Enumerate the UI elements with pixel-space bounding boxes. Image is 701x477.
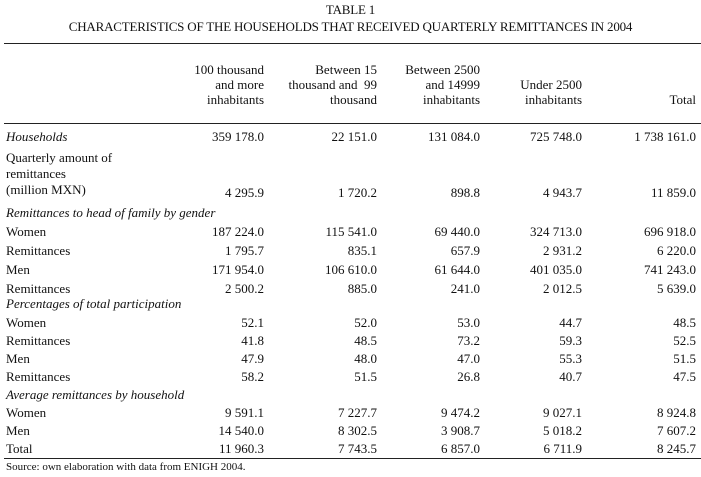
row-label: Remittances	[6, 243, 71, 258]
row-label: Households	[6, 129, 68, 144]
cell: 106 610.0	[325, 262, 377, 277]
cell: 53.0	[457, 315, 480, 330]
row-label: Remittances	[6, 333, 71, 348]
cell: 171 954.0	[212, 262, 264, 277]
table-row	[0, 368, 701, 386]
row-label: Men	[6, 423, 30, 438]
column-header-line: thousand	[330, 92, 377, 107]
cell: 41.8	[241, 333, 264, 348]
cell: 48.5	[673, 315, 696, 330]
table-row	[0, 242, 701, 260]
cell: 55.3	[559, 351, 582, 366]
column-header-line: and more	[215, 77, 264, 92]
cell: 9 591.1	[225, 405, 264, 420]
cell: 69 440.0	[434, 224, 480, 239]
cell: 61 644.0	[434, 262, 480, 277]
table-row	[0, 314, 701, 332]
cell: 7 607.2	[657, 423, 696, 438]
cell: 51.5	[354, 369, 377, 384]
column-header-100k-plus	[150, 62, 264, 107]
cell: 58.2	[241, 369, 264, 384]
section-title: Percentages of total participation	[6, 296, 182, 311]
cell: 1 795.7	[225, 243, 264, 258]
row-label: Women	[6, 315, 47, 330]
cell: 241.0	[450, 281, 480, 296]
header-rule	[4, 123, 701, 124]
section-title: Average remittances by household	[6, 387, 185, 402]
row-label: Men	[6, 262, 30, 277]
row-label-line: remittances	[6, 166, 66, 181]
cell: 40.7	[559, 369, 582, 384]
cell: 48.0	[354, 351, 377, 366]
cell: 187 224.0	[212, 224, 264, 239]
cell: 59.3	[559, 333, 582, 348]
cell: 47.0	[457, 351, 480, 366]
table-row	[0, 422, 701, 440]
cell: 7 743.5	[338, 441, 377, 456]
cell: 4 295.9	[225, 185, 264, 200]
cell: 696 918.0	[644, 224, 696, 239]
cell: 14 540.0	[218, 423, 264, 438]
cell: 47.9	[241, 351, 264, 366]
cell: 359 178.0	[212, 129, 264, 144]
table-row-households	[0, 128, 701, 146]
table-number: TABLE 1	[325, 2, 376, 17]
column-header-line: inhabitants	[206, 92, 264, 107]
cell: 131 084.0	[428, 129, 480, 144]
table-row	[0, 261, 701, 279]
source-note: Source: own elaboration with data from ENIGH 2004.	[6, 461, 246, 473]
column-header-line: inhabitants	[422, 92, 480, 107]
cell: 8 245.7	[657, 441, 696, 456]
table-row	[0, 223, 701, 241]
cell: 324 713.0	[530, 224, 582, 239]
column-header-under-2500	[480, 77, 582, 107]
cell: 2 931.2	[543, 243, 582, 258]
column-header-line: 100 thousand	[194, 62, 264, 77]
table-row	[0, 440, 701, 458]
cell: 52.0	[354, 315, 377, 330]
table-row	[0, 332, 701, 350]
row-label: Men	[6, 351, 30, 366]
cell: 9 474.2	[441, 405, 480, 420]
column-header-15k-99k	[264, 62, 377, 107]
section-heading-percentages	[0, 295, 701, 313]
cell: 6 220.0	[657, 243, 696, 258]
cell: 3 908.7	[441, 423, 480, 438]
cell: 48.5	[354, 333, 377, 348]
cell: 725 748.0	[530, 129, 582, 144]
section-heading-by-gender	[0, 204, 701, 222]
column-header-line: inhabitants	[524, 92, 582, 107]
top-rule	[4, 43, 701, 44]
section-title: Remittances to head of family by gender	[6, 205, 216, 220]
row-label: Remittances	[6, 281, 71, 296]
column-header-line: Under 2500	[520, 77, 582, 92]
cell: 2 500.2	[225, 281, 264, 296]
cell: 4 943.7	[543, 185, 582, 200]
row-label: Remittances	[6, 369, 71, 384]
cell: 885.0	[347, 281, 377, 296]
cell: 8 302.5	[338, 423, 377, 438]
table-title: CHARACTERISTICS OF THE HOUSEHOLDS THAT RECEIVED QUARTERLY REMITTANCES IN 2004	[68, 19, 633, 34]
cell: 51.5	[673, 351, 696, 366]
cell: 6 857.0	[441, 441, 480, 456]
cell: 2 012.5	[543, 281, 582, 296]
cell: 9 027.1	[543, 405, 582, 420]
table-row-quarterly-amount	[0, 184, 701, 202]
cell: 1 738 161.0	[634, 129, 696, 144]
cell: 898.8	[450, 185, 480, 200]
table-row	[0, 404, 701, 422]
cell: 7 227.7	[338, 405, 377, 420]
column-header-2500-14999	[377, 62, 480, 107]
cell: 401 035.0	[530, 262, 582, 277]
cell: 52.5	[673, 333, 696, 348]
column-header-line: thousand and 99	[288, 77, 377, 92]
row-label: Total	[6, 441, 33, 456]
cell: 835.1	[347, 243, 377, 258]
cell: 115 541.0	[325, 224, 377, 239]
cell: 26.8	[457, 369, 480, 384]
cell: 73.2	[457, 333, 480, 348]
cell: 8 924.8	[657, 405, 696, 420]
cell: 1 720.2	[338, 185, 377, 200]
row-label-line: (million MXN)	[6, 182, 86, 197]
cell: 44.7	[559, 315, 582, 330]
cell: 5 639.0	[657, 281, 696, 296]
row-label: Women	[6, 405, 47, 420]
cell: 6 711.9	[543, 441, 582, 456]
bottom-rule	[4, 458, 701, 459]
row-label-line: Quarterly amount of	[6, 150, 113, 165]
column-header-line: Between 15	[315, 62, 377, 77]
cell: 11 859.0	[650, 185, 696, 200]
table-row	[0, 350, 701, 368]
column-header-line: Between 2500	[405, 62, 480, 77]
cell: 11 960.3	[218, 441, 264, 456]
row-label: Women	[6, 224, 47, 239]
cell: 52.1	[241, 315, 264, 330]
column-header-total	[582, 92, 696, 107]
column-header-line: and 14999	[425, 77, 480, 92]
cell: 657.9	[450, 243, 480, 258]
cell: 741 243.0	[644, 262, 696, 277]
column-header-line: Total	[669, 92, 696, 107]
section-heading-average	[0, 386, 701, 404]
cell: 47.5	[673, 369, 696, 384]
cell: 22 151.0	[331, 129, 377, 144]
cell: 5 018.2	[543, 423, 582, 438]
